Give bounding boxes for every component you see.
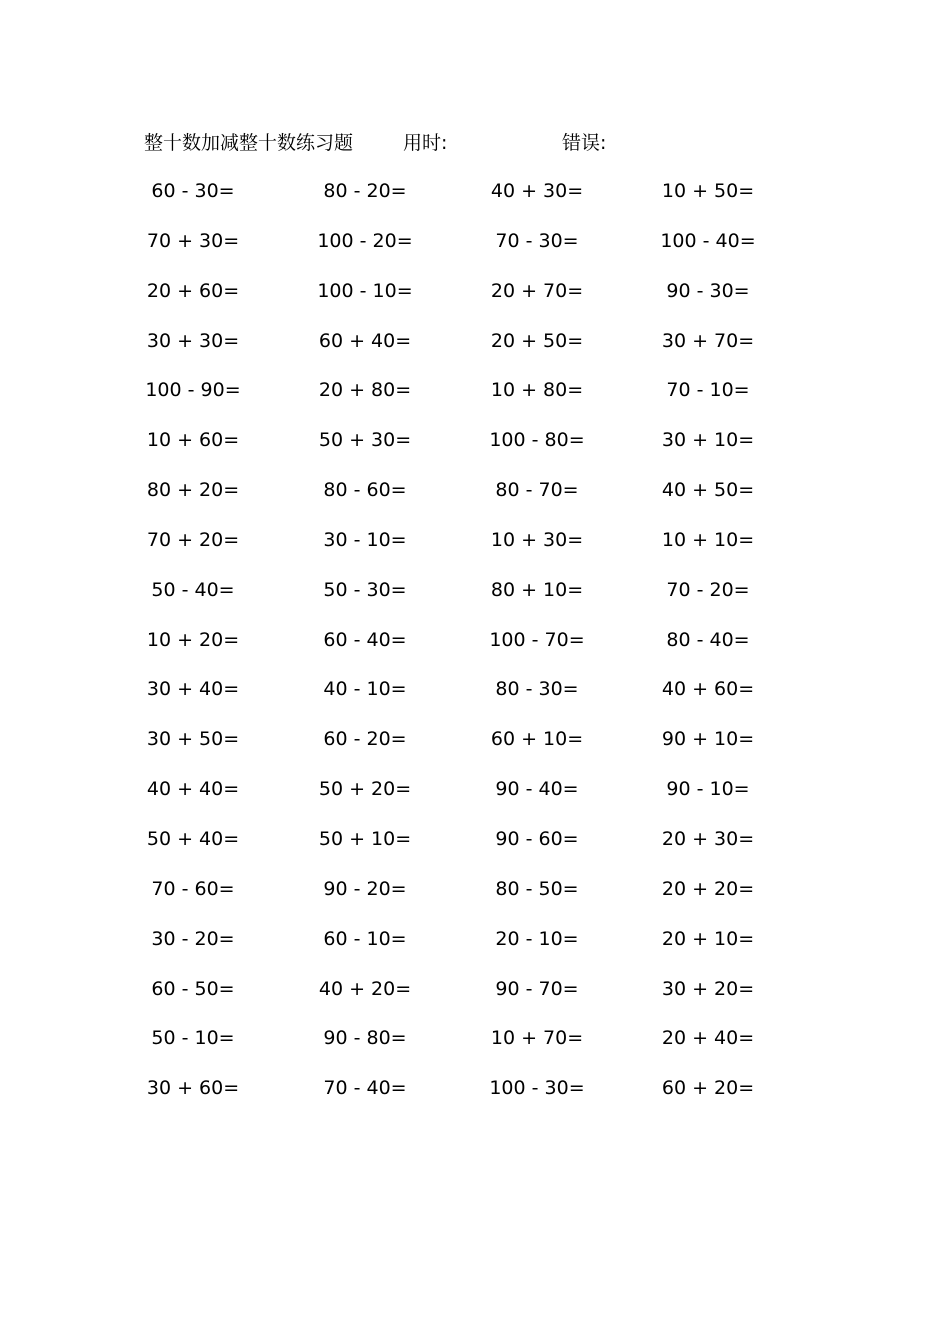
math-problem: 30 - 20= [151, 927, 235, 950]
math-problem: 10 + 70= [490, 1027, 584, 1050]
math-problem: 40 + 40= [146, 778, 240, 801]
math-problem: 50 + 40= [146, 827, 240, 850]
math-problem: 10 + 50= [661, 180, 755, 202]
math-problem: 80 - 50= [495, 877, 579, 900]
math-problem: 20 + 10= [661, 927, 755, 950]
math-problem: 20 + 70= [490, 279, 584, 302]
math-problem: 100 - 80= [489, 429, 585, 452]
math-problem: 30 + 40= [146, 678, 240, 701]
math-problem: 30 + 20= [661, 977, 755, 1000]
math-problem: 30 + 30= [146, 329, 240, 352]
math-problem: 60 + 10= [490, 728, 584, 751]
math-problem: 70 - 30= [495, 229, 579, 252]
math-problem: 90 - 30= [666, 279, 750, 302]
problem-row [0, 974, 950, 1024]
math-problem: 10 + 20= [146, 628, 240, 651]
math-problem: 10 + 10= [661, 528, 755, 551]
errors-label: 错误: [562, 132, 607, 154]
math-problem: 60 - 20= [323, 728, 407, 751]
math-problem: 50 + 10= [318, 827, 412, 850]
math-problem: 60 + 20= [661, 1077, 755, 1100]
math-problem: 60 - 30= [151, 180, 235, 202]
math-problem: 70 - 10= [666, 379, 750, 402]
problem-row [0, 226, 950, 276]
problem-row [0, 724, 950, 774]
math-problem: 90 - 60= [495, 827, 579, 850]
math-problem: 30 - 10= [323, 528, 407, 551]
math-problem: 40 + 60= [661, 678, 755, 701]
math-problem: 80 - 30= [495, 678, 579, 701]
math-problem: 20 + 50= [490, 329, 584, 352]
math-problem: 100 - 70= [489, 628, 585, 651]
problem-row [0, 475, 950, 525]
math-problem: 20 + 20= [661, 877, 755, 900]
math-problem: 10 + 60= [146, 429, 240, 452]
problem-row [0, 824, 950, 874]
math-problem: 30 + 10= [661, 429, 755, 452]
time-used-label: 用时: [403, 132, 448, 154]
math-problem: 30 + 70= [661, 329, 755, 352]
math-problem: 100 - 20= [317, 229, 413, 252]
math-problem: 70 + 20= [146, 528, 240, 551]
math-problem: 100 - 90= [145, 379, 241, 402]
problem-row [0, 276, 950, 326]
math-problem: 60 - 10= [323, 927, 407, 950]
math-problem: 100 - 30= [489, 1077, 585, 1100]
worksheet-title: 整十数加减整十数练习题 [144, 132, 354, 154]
math-problem: 100 - 40= [660, 229, 756, 252]
problem-row [0, 874, 950, 924]
math-problem: 90 + 10= [661, 728, 755, 751]
math-problem: 50 - 30= [323, 578, 407, 601]
math-problem: 60 - 40= [323, 628, 407, 651]
math-problem: 100 - 10= [317, 279, 413, 302]
math-problem: 40 + 30= [490, 180, 584, 202]
problem-row [0, 575, 950, 625]
math-problem: 40 + 20= [318, 977, 412, 1000]
math-problem: 90 - 70= [495, 977, 579, 1000]
math-problem: 90 - 80= [323, 1027, 407, 1050]
math-problem: 90 - 40= [495, 778, 579, 801]
problem-row [0, 525, 950, 575]
problem-row [0, 1073, 950, 1123]
math-problem: 20 + 40= [661, 1027, 755, 1050]
math-problem: 20 + 60= [146, 279, 240, 302]
problem-row [0, 924, 950, 974]
math-problem: 40 + 50= [661, 479, 755, 502]
math-problem: 30 + 50= [146, 728, 240, 751]
math-problem: 80 - 20= [323, 180, 407, 202]
problem-row [0, 1023, 950, 1073]
math-problem: 20 - 10= [495, 927, 579, 950]
math-problem: 40 - 10= [323, 678, 407, 701]
math-problem: 50 - 40= [151, 578, 235, 601]
math-problem: 70 - 60= [151, 877, 235, 900]
math-problem: 30 + 60= [146, 1077, 240, 1100]
math-problem: 60 + 40= [318, 329, 412, 352]
problem-row [0, 425, 950, 475]
math-problem: 50 - 10= [151, 1027, 235, 1050]
problem-row [0, 674, 950, 724]
math-problem: 70 + 30= [146, 229, 240, 252]
math-problem: 90 - 10= [666, 778, 750, 801]
math-problem: 80 - 70= [495, 479, 579, 502]
math-problem: 80 - 40= [666, 628, 750, 651]
problem-row [0, 774, 950, 824]
math-problem: 20 + 30= [661, 827, 755, 850]
math-problem: 10 + 80= [490, 379, 584, 402]
math-problem: 60 - 50= [151, 977, 235, 1000]
math-problem: 10 + 30= [490, 528, 584, 551]
math-problem: 20 + 80= [318, 379, 412, 402]
problem-grid [0, 176, 950, 1123]
math-problem: 50 + 20= [318, 778, 412, 801]
math-problem: 70 - 40= [323, 1077, 407, 1100]
math-problem: 80 - 60= [323, 479, 407, 502]
math-problem: 50 + 30= [318, 429, 412, 452]
problem-row [0, 375, 950, 425]
problem-row [0, 176, 950, 226]
math-problem: 80 + 20= [146, 479, 240, 502]
math-problem: 70 - 20= [666, 578, 750, 601]
math-problem: 90 - 20= [323, 877, 407, 900]
problem-row [0, 625, 950, 675]
problem-row [0, 326, 950, 376]
worksheet-header [0, 128, 950, 158]
math-problem: 80 + 10= [490, 578, 584, 601]
